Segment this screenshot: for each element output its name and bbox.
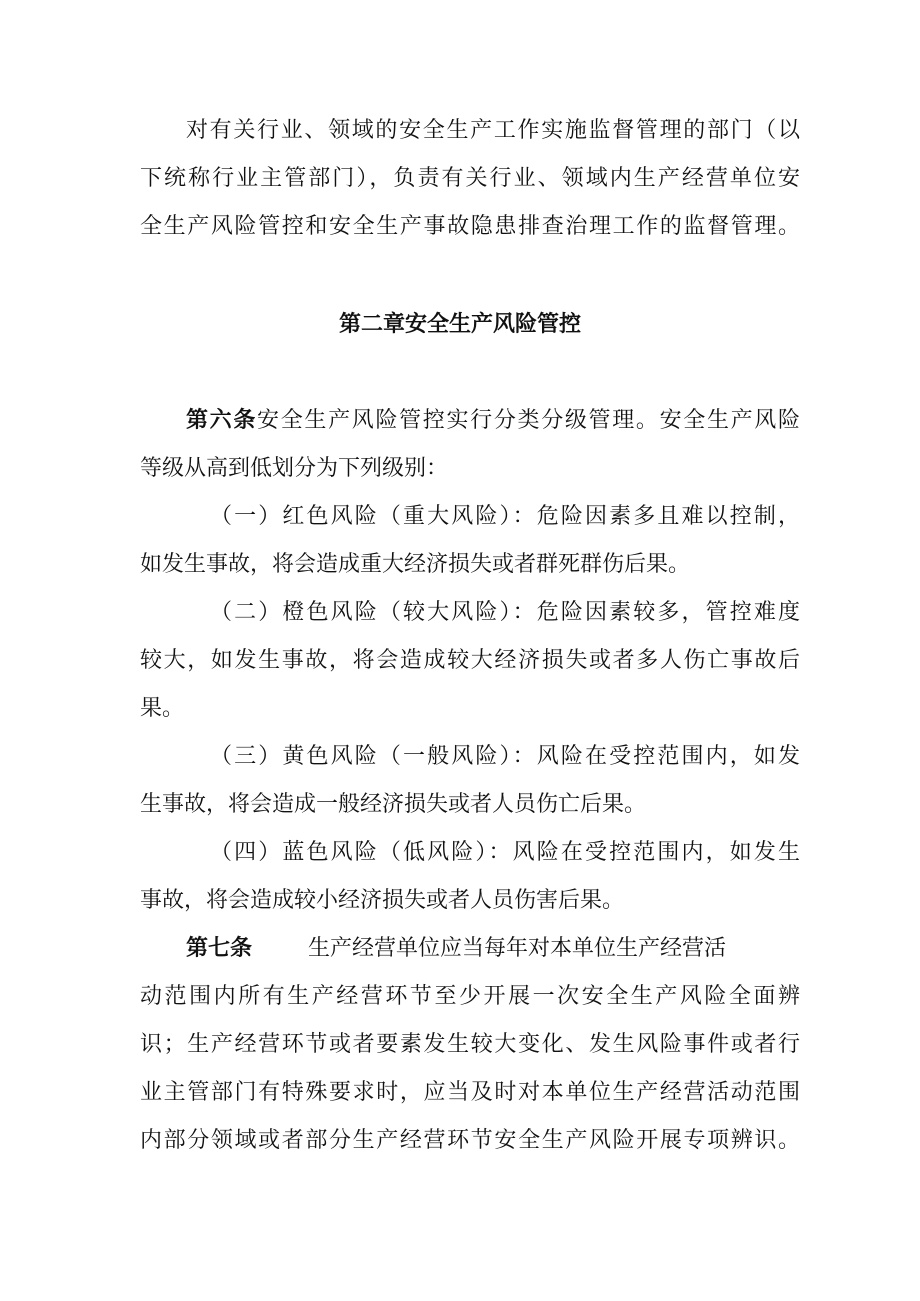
article-6-line-1: [186, 406, 800, 436]
level-2-line-1: （二）橙色风险（较大风险）：危险因素较多，管控难度: [210, 600, 800, 625]
intro-line-1: 对有关行业、领域的安全生产工作实施监督管理的部门（以: [186, 118, 800, 143]
level-4-line-1: （四）蓝色风险（低风险）：风险在受控范围内，如发生: [210, 840, 800, 865]
level-1-line-1: （一）红色风险（重大风险）：危险因素多且难以控制，: [210, 504, 800, 529]
level-2-line-3: 果。: [140, 696, 185, 721]
level-1-line-2: 如发生事故，将会造成重大经济损失或者群死群伤后果。: [140, 552, 691, 577]
intro-line-3: 全生产风险管控和安全生产事故隐患排查治理工作的监督管理。: [140, 214, 800, 239]
chapter-heading: 第二章安全生产风险管控: [338, 312, 581, 337]
article-6-line-2: 等级从高到低划分为下列级别：: [140, 456, 449, 481]
article-7-line-2: 动范围内所有生产经营环节至少开展一次安全生产风险全面辨: [140, 984, 800, 1009]
level-4-line-2: 事故，将会造成较小经济损失或者人员伤害后果。: [140, 888, 625, 913]
level-3-line-1: （三）黄色风险（一般风险）：风险在受控范围内，如发: [210, 744, 800, 769]
level-2-line-2: 较大，如发生事故，将会造成较大经济损失或者多人伤亡事故后: [140, 648, 800, 673]
article-7-line-3: 识；生产经营环节或者要素发生较大变化、发生风险事件或者行: [140, 1032, 800, 1057]
article-7-line-4: 业主管部门有特殊要求时，应当及时对本单位生产经营活动范围: [140, 1080, 800, 1105]
article-7-line-5: 内部分领域或者部分生产经营环节安全生产风险开展专项辨识。: [140, 1128, 800, 1153]
intro-line-2: 下统称行业主管部门），负责有关行业、领域内生产经营单位安: [140, 166, 800, 191]
article-7-line-1: [186, 934, 800, 964]
article-6-line-1-text: 安全生产风险管控实行分类分级管理。安全生产风险: [257, 408, 800, 433]
article-7-label: 第七条: [186, 936, 253, 961]
article-7-line-1-text: 生产经营单位应当每年对本单位生产经营活: [308, 936, 727, 961]
level-3-line-2: 生事故，将会造成一般经济损失或者人员伤亡后果。: [140, 792, 647, 817]
article-6-label: 第六条: [186, 408, 258, 433]
